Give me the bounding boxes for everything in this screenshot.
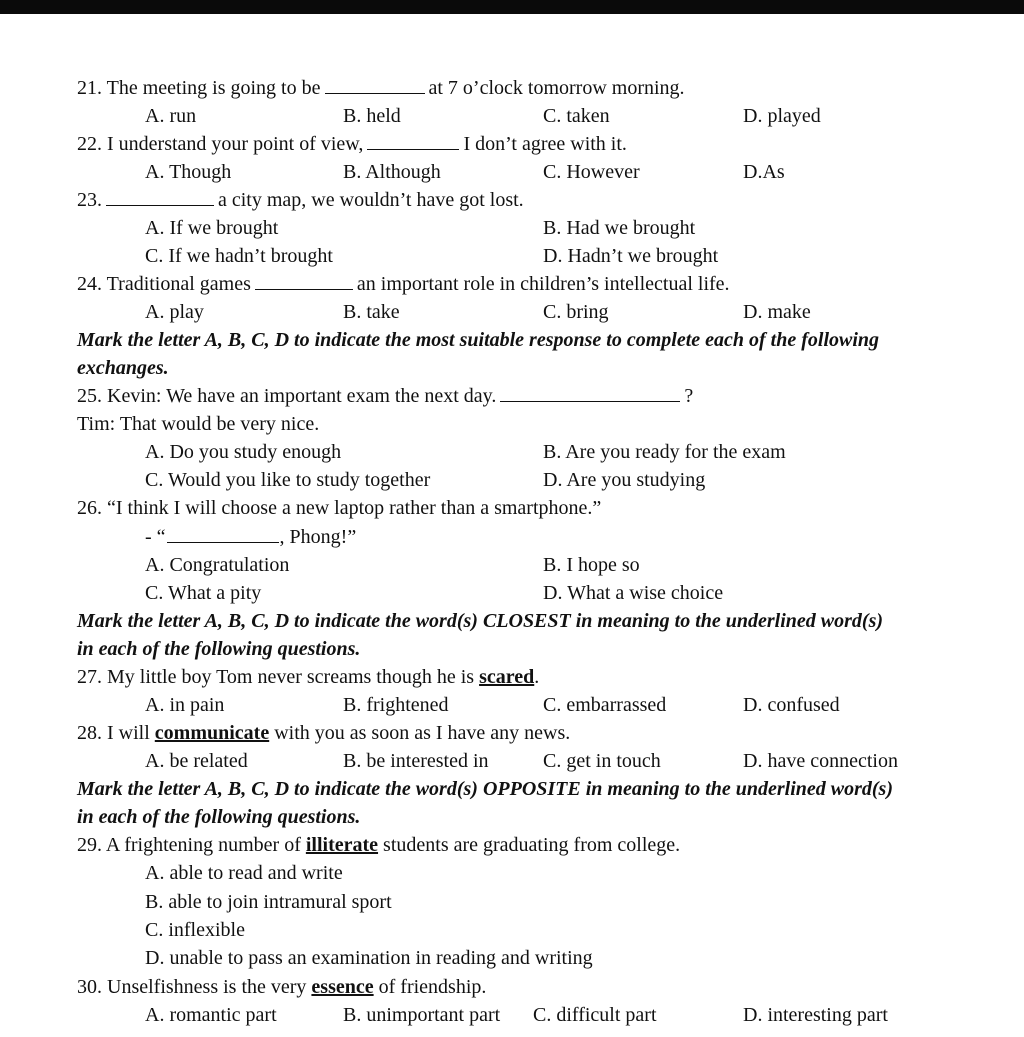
q26-blank [167, 528, 279, 543]
q22-option-b: B. Although [343, 161, 441, 183]
q30-option-a: A. romantic part [145, 1004, 277, 1026]
q30-option-b: B. unimportant part [343, 1004, 501, 1026]
q26-reply [145, 525, 356, 549]
q23-stem-pre: 23. [77, 189, 102, 211]
question-26: 26. “I think I will choose a new laptop rather than a smartphone.” [77, 497, 602, 519]
q29-option-d: D. unable to pass an examination in reading and writing [145, 947, 593, 969]
q21-stem-post: at 7 o’clock tomorrow morning. [428, 77, 685, 99]
q27-stem-post: . [534, 666, 540, 688]
question-22 [77, 132, 627, 156]
q29-option-c: C. inflexible [145, 919, 245, 941]
q23-option-d: D. Hadn’t we brought [543, 245, 719, 267]
q29-stem-pre: 29. A frightening number of [77, 834, 301, 856]
q30-option-c: C. difficult part [533, 1004, 657, 1026]
q29-stem-post: students are graduating from college. [383, 834, 681, 856]
instruction-opposite-line2: in each of the following questions. [77, 806, 361, 828]
q28-underlined-word: communicate [154, 722, 270, 744]
q21-option-d: D. played [743, 105, 821, 127]
q26-reply-pre: - “ [145, 526, 166, 548]
q26-option-b: B. I hope so [543, 554, 640, 576]
q25-tim-line: Tim: That would be very nice. [77, 413, 320, 435]
q27-option-c: C. embarrassed [543, 694, 667, 716]
q23-option-b: B. Had we brought [543, 217, 696, 239]
q27-stem-pre: 27. My little boy Tom never screams though he is [77, 666, 475, 688]
q24-stem-post: an important role in children’s intellectual life. [356, 273, 730, 295]
q27-underlined-word: scared [479, 666, 535, 688]
q21-stem-pre: 21. The meeting is going to be [77, 77, 321, 99]
q26-option-a: A. Congratulation [145, 554, 290, 576]
q27-option-a: A. in pain [145, 694, 225, 716]
q23-stem-post: a city map, we wouldn’t have got lost. [218, 189, 524, 211]
q24-option-c: C. bring [543, 301, 609, 323]
q30-stem-post: of friendship. [378, 976, 487, 998]
q28-option-c: C. get in touch [543, 750, 661, 772]
question-25 [77, 384, 693, 408]
q25-blank [500, 387, 680, 402]
q22-option-c: C. However [543, 161, 640, 183]
q28-option-a: A. be related [145, 750, 248, 772]
question-29 [77, 833, 680, 857]
instruction-response-line1: Mark the letter A, B, C, D to indicate the most suitable response to complete each of the following [77, 329, 880, 351]
q28-option-b: B. be interested in [343, 750, 489, 772]
q30-stem-pre: 30. Unselfishness is the very [77, 976, 307, 998]
q24-blank [255, 275, 353, 290]
instruction-closest-line1: Mark the letter A, B, C, D to indicate the word(s) CLOSEST in meaning to the underlined word(s) [77, 610, 884, 632]
q25-option-c: C. Would you like to study together [145, 469, 431, 491]
q25-stem-pre: 25. Kevin: We have an important exam the next day. [77, 385, 497, 407]
q24-option-d: D. make [743, 301, 811, 323]
q25-option-b: B. Are you ready for the exam [543, 441, 786, 463]
q22-stem-post: I don’t agree with it. [463, 133, 627, 155]
q29-underlined-word: illiterate [305, 834, 379, 856]
q26-option-d: D. What a wise choice [543, 582, 724, 604]
q25-option-d: D. Are you studying [543, 469, 706, 491]
q28-option-d: D. have connection [743, 750, 898, 772]
instruction-response-line2: exchanges. [77, 357, 169, 379]
q21-option-a: A. run [145, 105, 197, 127]
q21-option-b: B. held [343, 105, 401, 127]
question-21 [77, 76, 685, 100]
q22-option-d: D.As [743, 161, 785, 183]
q25-stem-post: ? [684, 385, 694, 407]
top-border [0, 0, 1024, 14]
instruction-closest-line2: in each of the following questions. [77, 638, 361, 660]
q25-option-a: A. Do you study enough [145, 441, 342, 463]
question-23 [77, 188, 524, 212]
q21-blank [325, 79, 425, 94]
instruction-opposite-line1: Mark the letter A, B, C, D to indicate the word(s) OPPOSITE in meaning to the underlined word(s) [77, 778, 893, 800]
question-24 [77, 272, 730, 296]
question-28 [77, 721, 570, 745]
q27-option-b: B. frightened [343, 694, 449, 716]
q26-reply-post: , Phong!” [279, 526, 357, 548]
q23-blank [106, 191, 214, 206]
q24-option-a: A. play [145, 301, 204, 323]
question-30 [77, 975, 486, 999]
q24-option-b: B. take [343, 301, 400, 323]
q24-stem-pre: 24. Traditional games [77, 273, 251, 295]
q30-underlined-word: essence [311, 976, 374, 998]
q27-option-d: D. confused [743, 694, 840, 716]
q22-blank [367, 135, 459, 150]
q29-option-b: B. able to join intramural sport [145, 891, 392, 913]
question-27 [77, 665, 539, 689]
q21-option-c: C. taken [543, 105, 610, 127]
q26-option-c: C. What a pity [145, 582, 262, 604]
q22-stem-pre: 22. I understand your point of view, [77, 133, 364, 155]
q29-option-a: A. able to read and write [145, 862, 343, 884]
q28-stem-pre: 28. I will [77, 722, 150, 744]
q23-option-a: A. If we brought [145, 217, 279, 239]
q23-option-c: C. If we hadn’t brought [145, 245, 333, 267]
q30-option-d: D. interesting part [743, 1004, 888, 1026]
q22-option-a: A. Though [145, 161, 232, 183]
q28-stem-post: with you as soon as I have any news. [274, 722, 571, 744]
